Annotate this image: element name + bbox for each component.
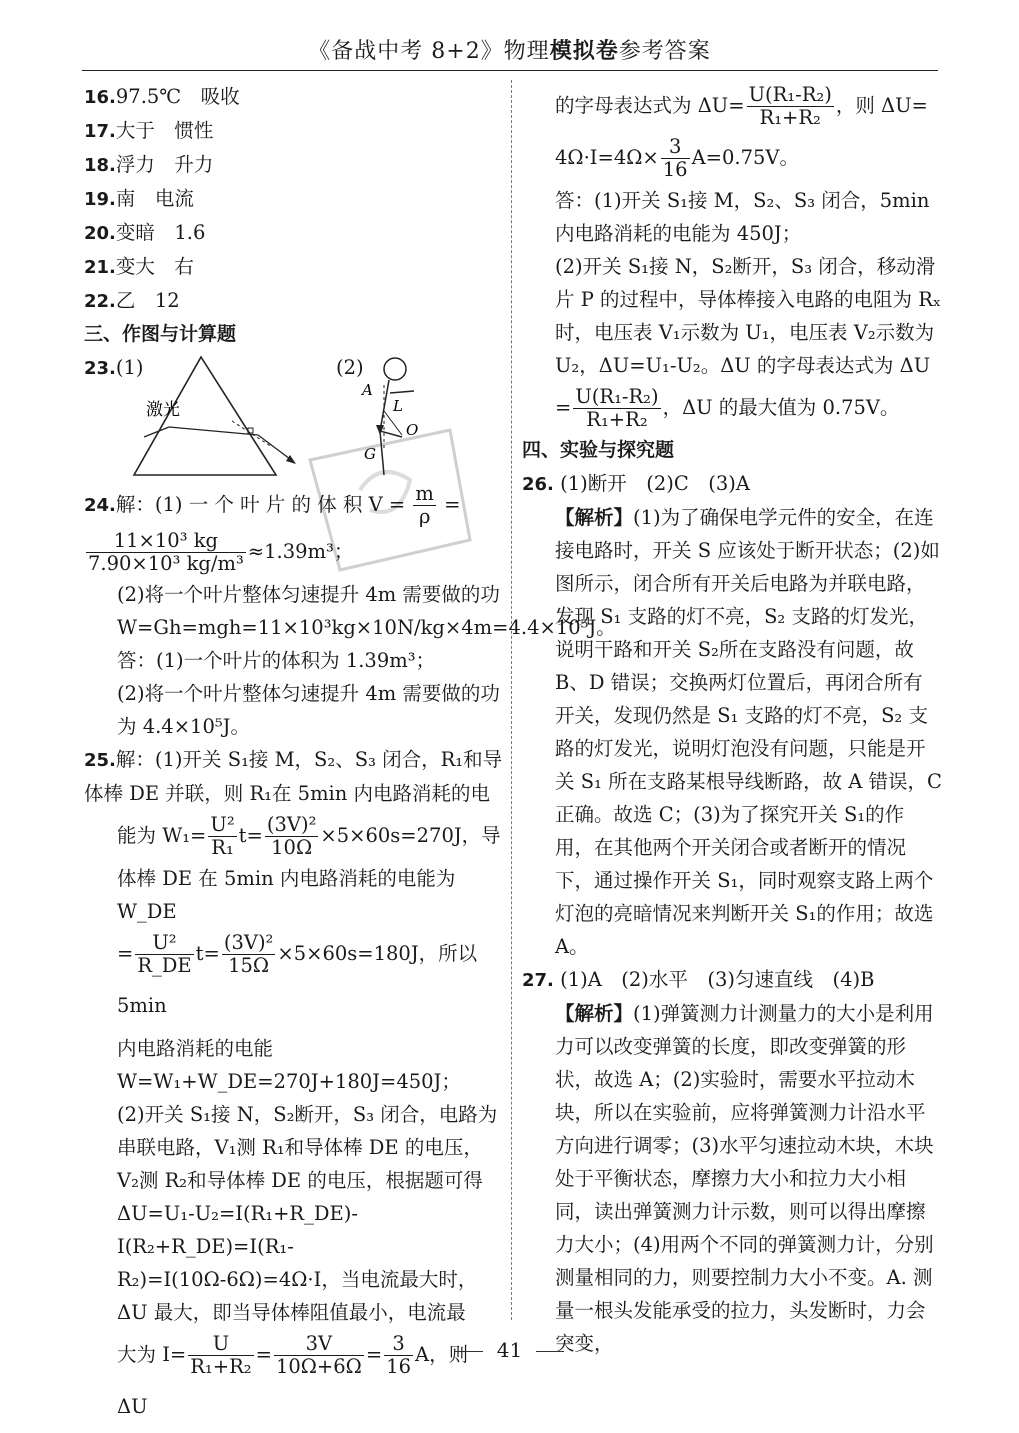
numerator: U² bbox=[210, 813, 235, 836]
fraction bbox=[747, 84, 834, 129]
header-title-bold: 模拟卷 bbox=[549, 39, 619, 64]
denominator: 10Ω bbox=[271, 836, 313, 859]
q25-part2: (2)开关 S₁接 N，S₂断开，S₃ 闭合，电路为串联电路，V₁测 R₁和导体棒 DE 的电压，V₂测 R₂和导体棒 DE 的电压，根据题可得 ΔU=U₁-U₂=I(R₁+R_DE)-I(R₂+R_DE)=I(R₁-R₂)=I(10Ω-6Ω)=4Ω·I，当电流最大时，ΔU 最大，即当导体棒阻值最小，电流最 bbox=[117, 1103, 498, 1324]
q24-line2-post: ≈1.39m³； bbox=[247, 540, 354, 563]
answer-item bbox=[84, 114, 504, 148]
header-title-post: 参考答案 bbox=[618, 39, 711, 64]
right-column bbox=[522, 80, 942, 1360]
numerator: U(R₁-R₂) bbox=[575, 385, 659, 408]
fraction bbox=[135, 932, 193, 977]
fraction bbox=[573, 386, 660, 431]
section-3-heading: 三、作图与计算题 bbox=[84, 323, 237, 345]
answer-text: 浮力 升力 bbox=[115, 153, 214, 176]
denominator: R_DE bbox=[137, 954, 192, 977]
numerator: U bbox=[188, 1333, 253, 1356]
numerator: m bbox=[415, 482, 434, 505]
point-a-label: A bbox=[362, 381, 373, 399]
header-rule bbox=[82, 70, 938, 71]
q24-answer1: 答：(1)一个叶片的体积为 1.39m³； bbox=[117, 649, 436, 672]
q23-number: 23. bbox=[84, 358, 116, 379]
q27 bbox=[522, 963, 942, 1360]
denominator: 16 bbox=[662, 158, 688, 181]
column-divider bbox=[511, 80, 512, 1320]
numerator: 3 bbox=[384, 1333, 413, 1356]
fraction bbox=[222, 932, 276, 977]
text: = bbox=[555, 396, 572, 419]
head-circle bbox=[384, 358, 406, 380]
answers-list bbox=[84, 80, 504, 318]
denominator: R₁+R₂ bbox=[586, 408, 648, 431]
text: = bbox=[117, 942, 134, 965]
text: = bbox=[255, 1343, 272, 1366]
header-title-pre: 《备战中考 8+2》物理 bbox=[308, 39, 550, 64]
equals: = bbox=[437, 493, 461, 516]
answer-item bbox=[84, 250, 504, 284]
answer-text: 变暗 1.6 bbox=[115, 221, 206, 244]
q25 bbox=[84, 743, 504, 1433]
pivot-o-label: O bbox=[406, 421, 419, 439]
laser-label: 激光 bbox=[146, 400, 180, 420]
denominator: R₁+R₂ bbox=[759, 106, 821, 129]
q26-analysis: (1)为了确保电学元件的安全，在连接电路时，开关 S 应该处于断开状态；(2)如图所示，闭合所有开关后电路为并联电路，发现 S₁ 支路的灯不亮，S₂ 支路的灯发光，说明干路和开关 S₂所在支路没有问题，故 B、D 错误；交换两灯位置后，再闭合所有开关，发现仍然是 S₁ 支路的灯不亮，S₂ 支路的灯发光，说明灯泡没有问题，只能是开关 S₁ 所在支路某根导线断路，故 A 错误，C 正确。故选 C；(3)为了探究开关 S₁的作用，在其他两个开关闭合或者断开的情况下，通过操作开关 S₁，同时观察支路上两个灯泡的亮暗情况来判断开关 S₁的作用；故选 A。 bbox=[555, 506, 942, 958]
q26-analysis-tag: 【解析】 bbox=[555, 506, 634, 529]
answer-number: 19. bbox=[84, 189, 116, 210]
numerator: 3V bbox=[274, 1333, 364, 1356]
denominator: 7.90×10³ kg/m³ bbox=[88, 552, 244, 575]
q27-analysis-tag: 【解析】 bbox=[555, 1002, 634, 1025]
answer-text: 大于 惯性 bbox=[115, 119, 214, 142]
lever-diagram bbox=[376, 358, 414, 475]
fraction bbox=[86, 530, 246, 575]
answer-number: 20. bbox=[84, 223, 116, 244]
answer-text: 变大 右 bbox=[115, 255, 194, 278]
text: 能为 W₁= bbox=[117, 824, 207, 847]
numerator: 3 bbox=[661, 136, 690, 159]
q24-part2: (2)将一个叶片整体匀速提升 4m 需要做的功 W=Gh=mgh=11×10³kg×10N/kg×4m=4.4×10⁵J。 bbox=[117, 583, 616, 639]
fraction bbox=[413, 483, 436, 528]
answer-number: 22. bbox=[84, 291, 116, 312]
arm-l-label: L bbox=[393, 397, 403, 415]
q27-answer: (1)A (2)水平 (3)匀速直线 (4)B bbox=[560, 968, 875, 991]
numerator: U(R₁-R₂) bbox=[748, 83, 832, 106]
answer-item bbox=[84, 148, 504, 182]
denominator: R₁ bbox=[211, 836, 234, 859]
q25-line3: 体棒 DE 在 5min 内电路消耗的电能为 W_DE bbox=[117, 867, 456, 923]
text: 大为 I= bbox=[117, 1343, 187, 1366]
text: A=0.75V。 bbox=[691, 146, 799, 169]
q24-line1: 解：(1) 一 个 叶 片 的 体 积 V = bbox=[115, 493, 412, 516]
q23-figure bbox=[84, 351, 504, 479]
text: ×5×60s=270J，导 bbox=[320, 824, 501, 847]
numerator: U² bbox=[135, 932, 193, 955]
answer-text: 97.5℃ 吸收 bbox=[115, 85, 240, 108]
answer-number: 21. bbox=[84, 257, 116, 278]
answer-text: 南 电流 bbox=[115, 187, 194, 210]
footer-dash-right bbox=[536, 1351, 564, 1352]
denominator: 16 bbox=[386, 1355, 412, 1378]
denominator: R₁+R₂ bbox=[190, 1355, 252, 1378]
text: t= bbox=[195, 942, 220, 965]
fraction bbox=[661, 136, 690, 181]
text: t= bbox=[238, 824, 263, 847]
q25-answer2: (2)开关 S₁接 N，S₂断开，S₃ 闭合，移动滑片 P 的过程中，导体棒接入电路的电阻为 Rₓ 时，电压表 V₁示数为 U₁，电压表 V₂示数为 U₂，ΔU=U₁-U₂。ΔU 的字母表达式为 ΔU bbox=[555, 255, 942, 377]
page-footer bbox=[0, 1338, 1019, 1362]
text: 的字母表达式为 ΔU= bbox=[555, 94, 745, 117]
text: ×5×60s=180J，所以 5min bbox=[117, 942, 478, 1017]
page-header bbox=[0, 34, 1019, 65]
fraction bbox=[265, 814, 319, 859]
denominator: 10Ω+6Ω bbox=[275, 1355, 362, 1378]
text: ，ΔU 的最大值为 0.75V。 bbox=[662, 396, 900, 419]
answer-item bbox=[84, 80, 504, 114]
q23-part2-label: (2) bbox=[336, 356, 364, 379]
answer-item bbox=[84, 284, 504, 318]
fraction bbox=[208, 814, 236, 859]
q24-number: 24. bbox=[84, 495, 116, 516]
denominator: 15Ω bbox=[228, 954, 270, 977]
text: A，则 ΔU bbox=[117, 1343, 469, 1418]
q26-answer: (1)断开 (2)C (3)A bbox=[560, 472, 750, 495]
q27-analysis: (1)弹簧测力计测量力的大小是利用力可以改变弹簧的长度，即改变弹簧的形状，故选 A；(2)实验时，需要水平拉动木块，所以在实验前，应将弹簧测力计沿水平方向进行调零；(3)水平匀速拉动木块，木块处于平衡状态，摩擦力大小和拉力大小相同，读出弹簧测力计示数，则可以得出摩擦力大小；(4)用两个不同的弹簧测力计，分别测量相同的力，则要控制力大小不变。A. 测量一根头发能承受的拉力，头发断时，力会突变， bbox=[555, 1002, 934, 1355]
gravity-g-label: G bbox=[364, 445, 376, 463]
q26-number: 26. bbox=[522, 474, 554, 495]
text: 4Ω·I=4Ω× bbox=[555, 146, 659, 169]
text: ，则 ΔU= bbox=[835, 94, 928, 117]
denominator: ρ bbox=[418, 505, 431, 528]
q23-part1-label: (1) bbox=[115, 356, 144, 379]
answer-number: 17. bbox=[84, 121, 116, 142]
answer-number: 16. bbox=[84, 87, 116, 108]
numerator: (3V)² bbox=[266, 813, 317, 836]
answer-item bbox=[84, 182, 504, 216]
text: = bbox=[365, 1343, 383, 1366]
numerator: (3V)² bbox=[223, 931, 274, 954]
q25-number: 25. bbox=[84, 750, 116, 771]
q25-answer1: 答：(1)开关 S₁接 M，S₂、S₃ 闭合，5min 内电路消耗的电能为 450J； bbox=[555, 189, 930, 245]
answer-number: 18. bbox=[84, 155, 116, 176]
q24-answer2: (2)将一个叶片整体匀速提升 4m 需要做的功为 4.4×10⁵J。 bbox=[117, 682, 500, 738]
footer-dash-left bbox=[455, 1351, 483, 1352]
answer-item bbox=[84, 216, 504, 250]
gravity-arrow-icon bbox=[376, 425, 384, 435]
page-number: 41 bbox=[496, 1338, 523, 1362]
q25-line5: 内电路消耗的电能 W=W₁+W_DE=270J+180J=450J； bbox=[117, 1037, 461, 1093]
q25-line1: 解：(1)开关 S₁接 M，S₂、S₃ 闭合，R₁和导体棒 DE 并联，则 R₁在 5min 内电路消耗的电 bbox=[84, 748, 503, 805]
section-4-heading: 四、实验与探究题 bbox=[522, 439, 675, 461]
q27-number: 27. bbox=[522, 970, 554, 991]
q23-diagrams bbox=[84, 351, 504, 479]
answer-text: 乙 12 bbox=[115, 289, 180, 312]
q26 bbox=[522, 467, 942, 963]
numerator: 11×10³ kg bbox=[86, 530, 246, 553]
